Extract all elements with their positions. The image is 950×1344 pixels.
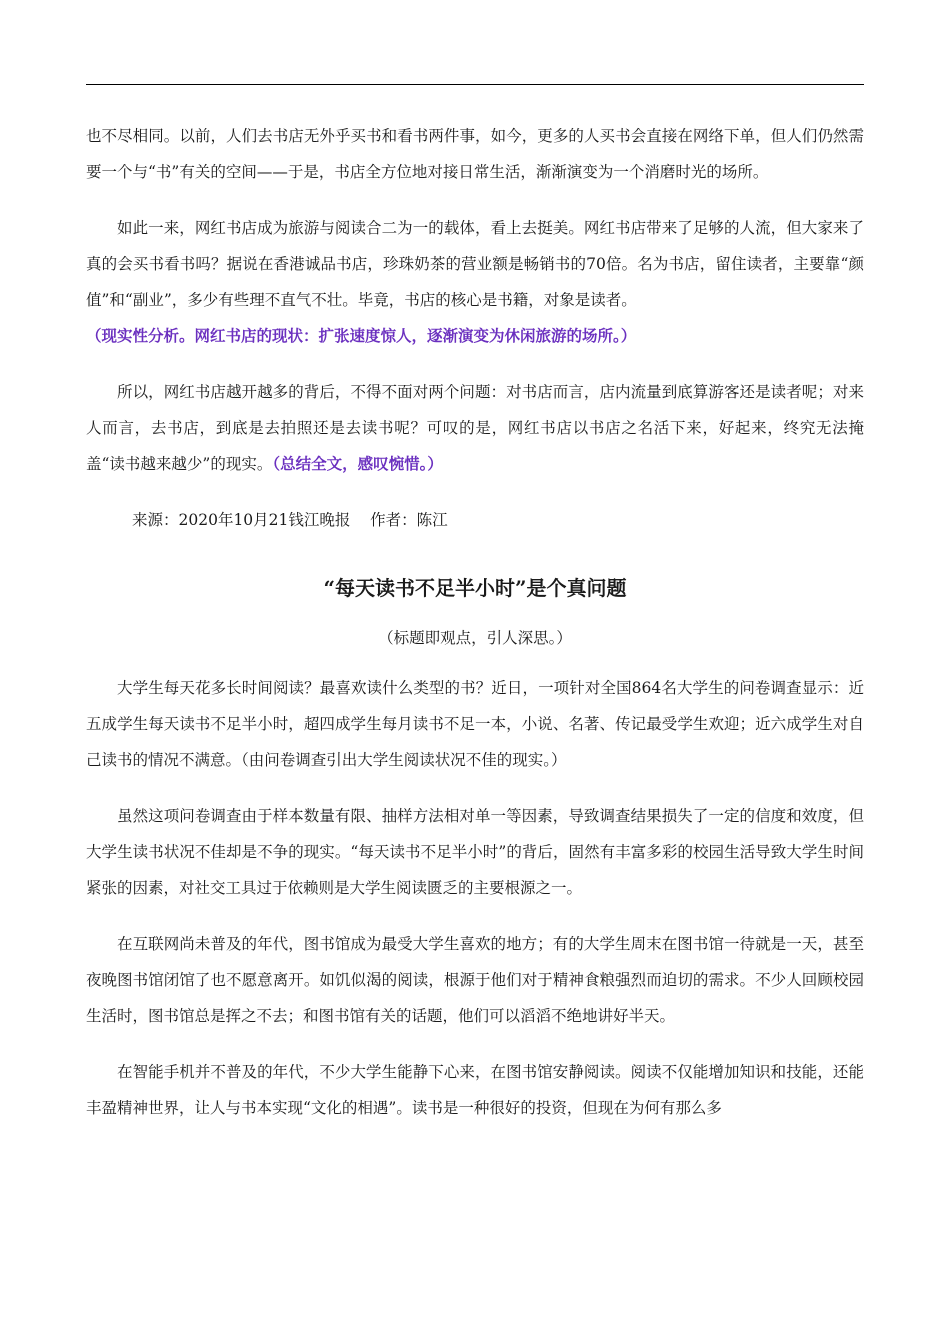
article1-annotation-2: （总结全文，感叹惋惜。） bbox=[272, 454, 443, 473]
article1-source: 来源：2020年10月21钱江晚报 作者：陈江 bbox=[132, 511, 448, 529]
article1-annotation-1: （现实性分析。网红书店的现状：扩张速度惊人，逐渐演变为休闲旅游的场所。） bbox=[86, 326, 637, 345]
article1-paragraph-3-text: 所以，网红书店越开越多的背后，不得不面对两个问题：对书店而言，店内流量到底算游客还是读者呢；对来人而言，去书店，到底是去拍照还是去读书呢？可叹的是，网红书店以书店之名活下来，好起来，终究无法掩盖“读书越来越少”的现实。 bbox=[86, 383, 864, 473]
article2-paragraph-1: 大学生每天花多长时间阅读？最喜欢读什么类型的书？近日，一项针对全国864名大学生的问卷调查显示：近五成学生每天读书不足半小时，超四成学生每月读书不足一本，小说、名著、传记最受学生欢迎；近六成学生对自己读书的情况不满意。（由问卷调查引出大学生阅读状况不佳的现实。） bbox=[86, 679, 864, 769]
article1-paragraph-3 bbox=[86, 374, 864, 482]
document-body bbox=[86, 118, 864, 1146]
article1-paragraph-2 bbox=[86, 210, 864, 318]
article2-paragraph-4: 在智能手机并不普及的年代，不少大学生能静下心来，在图书馆安静阅读。阅读不仅能增加知识和技能，还能丰盈精神世界，让人与书本实现“文化的相遇”。读书是一种很好的投资，但现在为何有那么多 bbox=[86, 1063, 864, 1117]
header-rule bbox=[86, 84, 864, 85]
article2-paragraph-3: 在互联网尚未普及的年代，图书馆成为最受大学生喜欢的地方；有的大学生周末在图书馆一待就是一天，甚至夜晚图书馆闭馆了也不愿意离开。如饥似渴的阅读，根源于他们对于精神食粮强烈而迫切的需求。不少人回顾校园生活时，图书馆总是挥之不去；和图书馆有关的话题，他们可以滔滔不绝地讲好半天。 bbox=[86, 935, 864, 1025]
article2-paragraph-2: 虽然这项问卷调查由于样本数量有限、抽样方法相对单一等因素，导致调查结果损失了一定的信度和效度，但大学生读书状况不佳却是不争的现实。“每天读书不足半小时”的背后，固然有丰富多彩的校园生活导致大学生时间紧张的因素，对社交工具过于依赖则是大学生阅读匮乏的主要根源之一。 bbox=[86, 807, 864, 897]
article2-title: “每天读书不足半小时”是个真问题 bbox=[323, 576, 627, 600]
article1-paragraph-1: 也不尽相同。以前，人们去书店无外乎买书和看书两件事，如今，更多的人买书会直接在网络下单，但人们仍然需要一个与“书”有关的空间——于是，书店全方位地对接日常生活，渐渐演变为一个消磨时光的场所。 bbox=[86, 127, 864, 181]
article2-subtitle: （标题即观点，引人深思。） bbox=[378, 629, 572, 647]
article1-paragraph-2-text: 如此一来，网红书店成为旅游与阅读合二为一的载体，看上去挺美。网红书店带来了足够的人流，但大家来了真的会买书看书吗？据说在香港诚品书店，珍珠奶茶的营业额是畅销书的70倍。名为书店，留住读者，主要靠“颜值”和“副业”，多少有些理不直气不壮。毕竟，书店的核心是书籍，对象是读者。 bbox=[86, 219, 864, 309]
